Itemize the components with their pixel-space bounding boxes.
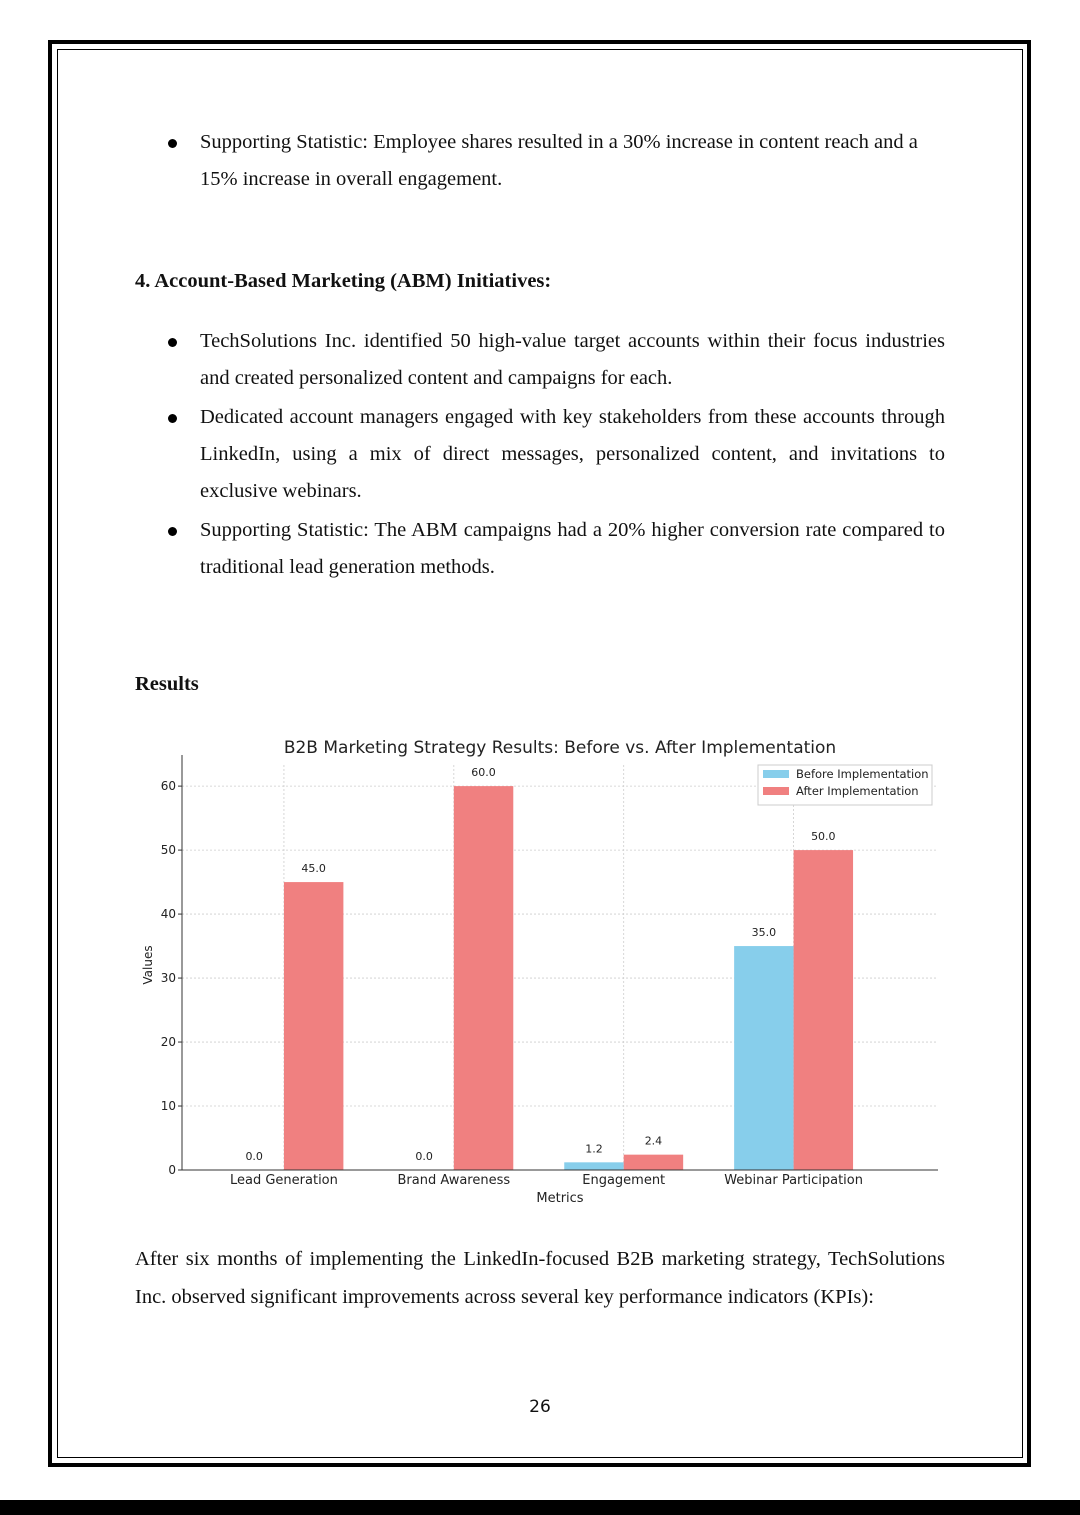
- bar-data-label: 0.0: [415, 1150, 433, 1163]
- bar-after: [794, 850, 853, 1170]
- section-heading-abm: 4. Account-Based Marketing (ABM) Initiatives:: [135, 270, 552, 292]
- y-tick-label: 30: [160, 971, 176, 986]
- x-tick-label: Webinar Participation: [724, 1173, 863, 1188]
- bullet-employee-shares: Supporting Statistic: Employee shares resulted in a 30% increase in content reach and a 15% increase in overall engagement.: [200, 131, 918, 190]
- results-paragraph: After six months of implementing the LinkedIn-focused B2B marketing strategy, TechSolutions Inc. observed significant improvements across several key performance indicators (KPIs):: [135, 1248, 945, 1308]
- chart-title: B2B Marketing Strategy Results: Before vs. After Implementation: [283, 738, 837, 758]
- y-tick-label: 0: [168, 1163, 176, 1177]
- bar-data-label: 60.0: [471, 766, 496, 780]
- y-axis-title: Values: [141, 945, 155, 985]
- page-number: 26: [529, 1397, 551, 1417]
- legend-swatch: [763, 787, 789, 795]
- legend-label: After Implementation: [796, 784, 919, 798]
- x-tick-label: Lead Generation: [229, 1173, 338, 1188]
- bar-data-label: 2.4: [644, 1134, 663, 1148]
- bar-data-label: 45.0: [301, 862, 326, 876]
- bar-data-label: 35.0: [751, 926, 777, 940]
- bar-data-label: 0.0: [245, 1150, 263, 1163]
- bar-after: [624, 1155, 683, 1170]
- y-tick-label: 50: [160, 843, 176, 858]
- bar-after: [284, 882, 343, 1170]
- bar-data-label: 1.2: [585, 1142, 603, 1156]
- bullet-target-accounts: TechSolutions Inc. identified 50 high-value target accounts within their focus industries and created personalized content and campaigns for each.: [200, 330, 945, 389]
- y-tick-label: 40: [160, 907, 176, 922]
- x-tick-label: Engagement: [582, 1173, 666, 1188]
- bar-before: [564, 1162, 623, 1170]
- x-axis-title: Metrics: [536, 1191, 584, 1206]
- y-tick-label: 10: [160, 1099, 176, 1114]
- bar-data-label: 50.0: [811, 830, 836, 844]
- y-tick-label: 60: [160, 779, 176, 794]
- legend-label: Before Implementation: [796, 767, 929, 781]
- legend-swatch: [763, 770, 789, 778]
- bullet-account-managers: Dedicated account managers engaged with key stakeholders from these accounts through LinkedIn, using a mix of direct messages, personalized content, and invitations to exclusive webinars.: [200, 406, 945, 502]
- section-heading-results: Results: [135, 673, 199, 695]
- bullet-abm-statistic: Supporting Statistic: The ABM campaigns had a 20% higher conversion rate compared to traditional lead generation methods.: [200, 519, 945, 578]
- bar-before: [734, 946, 793, 1170]
- y-tick-label: 20: [160, 1035, 176, 1050]
- x-tick-label: Brand Awareness: [397, 1173, 511, 1188]
- bar-after: [454, 786, 513, 1170]
